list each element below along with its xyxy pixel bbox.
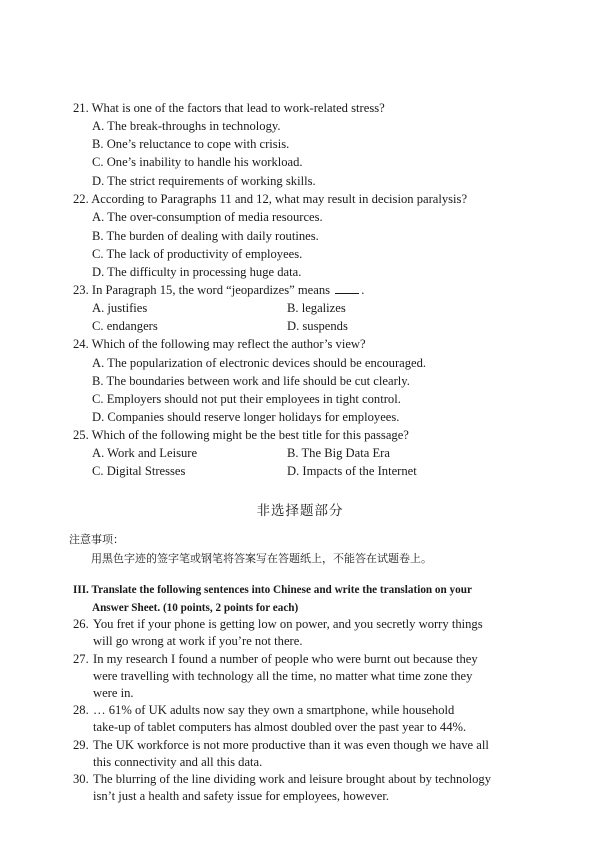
question-22-option-b: B. The burden of dealing with daily routines. [92,229,319,243]
question-23-option-b: B. legalizes [287,301,346,315]
item-30-line: isn’t just a health and safety issue for employees, however. [93,789,389,803]
question-21-option-b: B. One’s reluctance to cope with crisis. [92,137,290,151]
item-27-number: 27. [73,652,89,666]
question-21-option-c: C. One’s inability to handle his workload. [92,155,303,169]
question-22-option-a: A. The over-consumption of media resources. [92,210,323,224]
question-23-stem-text: 23. In Paragraph 15, the word “jeopardizes” means [73,283,331,297]
item-29-line: this connectivity and all this data. [93,755,263,769]
question-25-stem: 25. Which of the following might be the best title for this passage? [73,428,409,442]
question-25-option-a: A. Work and Leisure [92,446,198,460]
section-title: 非选择题部分 [256,503,344,519]
part3-instruction-line2: Answer Sheet. (10 points, 2 points for each) [92,602,299,614]
part3-instruction-line1: III. Translate the following sentences into Chinese and write the translation on your [73,584,472,596]
item-27-line: were travelling with technology all the time, no matter what time zone they [93,669,473,683]
item-26-line: You fret if your phone is getting low on power, and you secretly worry things [93,617,483,631]
question-22-stem: 22. According to Paragraphs 11 and 12, what may result in decision paralysis? [73,192,468,206]
item-28-line: … 61% of UK adults now say they own a smartphone, while household [93,703,455,717]
question-23-option-c: C. endangers [92,319,158,333]
question-25-option-c: C. Digital Stresses [92,464,186,478]
item-29-line: The UK workforce is not more productive than it was even though we have all [93,738,489,752]
question-24-option-b: B. The boundaries between work and life should be cut clearly. [92,374,410,388]
item-26-number: 26. [73,617,89,631]
question-24-option-a: A. The popularization of electronic devices should be encouraged. [92,356,427,370]
question-21-stem: 21. What is one of the factors that lead to work-related stress? [73,101,385,115]
item-30-number: 30. [73,772,89,786]
item-27-line: In my research I found a number of people who were burnt out because they [93,652,478,666]
question-23-option-a: A. justifies [92,301,148,315]
question-23-stem [73,281,364,299]
notice-label: 注意事项： [69,533,124,546]
question-24-option-c: C. Employers should not put their employees in tight control. [92,392,401,406]
question-25-option-d: D. Impacts of the Internet [287,464,417,478]
item-30-line: The blurring of the line dividing work and leisure brought about by technology [93,772,492,786]
question-24-stem: 24. Which of the following may reflect the author’s view? [73,337,366,351]
item-29-number: 29. [73,738,89,752]
question-25-option-b: B. The Big Data Era [287,446,390,460]
item-28-line: take-up of tablet computers has almost doubled over the past year to 44%. [93,720,467,734]
question-23-option-d: D. suspends [287,319,348,333]
item-28-number: 28. [73,703,89,717]
question-23-stem-end: . [361,283,365,297]
item-27-line: were in. [93,686,134,700]
question-22-option-d: D. The difficulty in processing huge data. [92,265,302,279]
notice-body: 用黑色字迹的签字笔或钢笔将答案写在答题纸上，不能答在试题卷上。 [91,552,432,565]
item-26-line: will go wrong at work if you’re not there. [93,634,303,648]
question-22-option-c: C. The lack of productivity of employees. [92,247,303,261]
question-21-option-a: A. The break-throughs in technology. [92,119,281,133]
question-21-option-d: D. The strict requirements of working skills. [92,174,316,188]
question-24-option-d: D. Companies should reserve longer holidays for employees. [92,410,400,424]
answer-blank [335,283,359,294]
